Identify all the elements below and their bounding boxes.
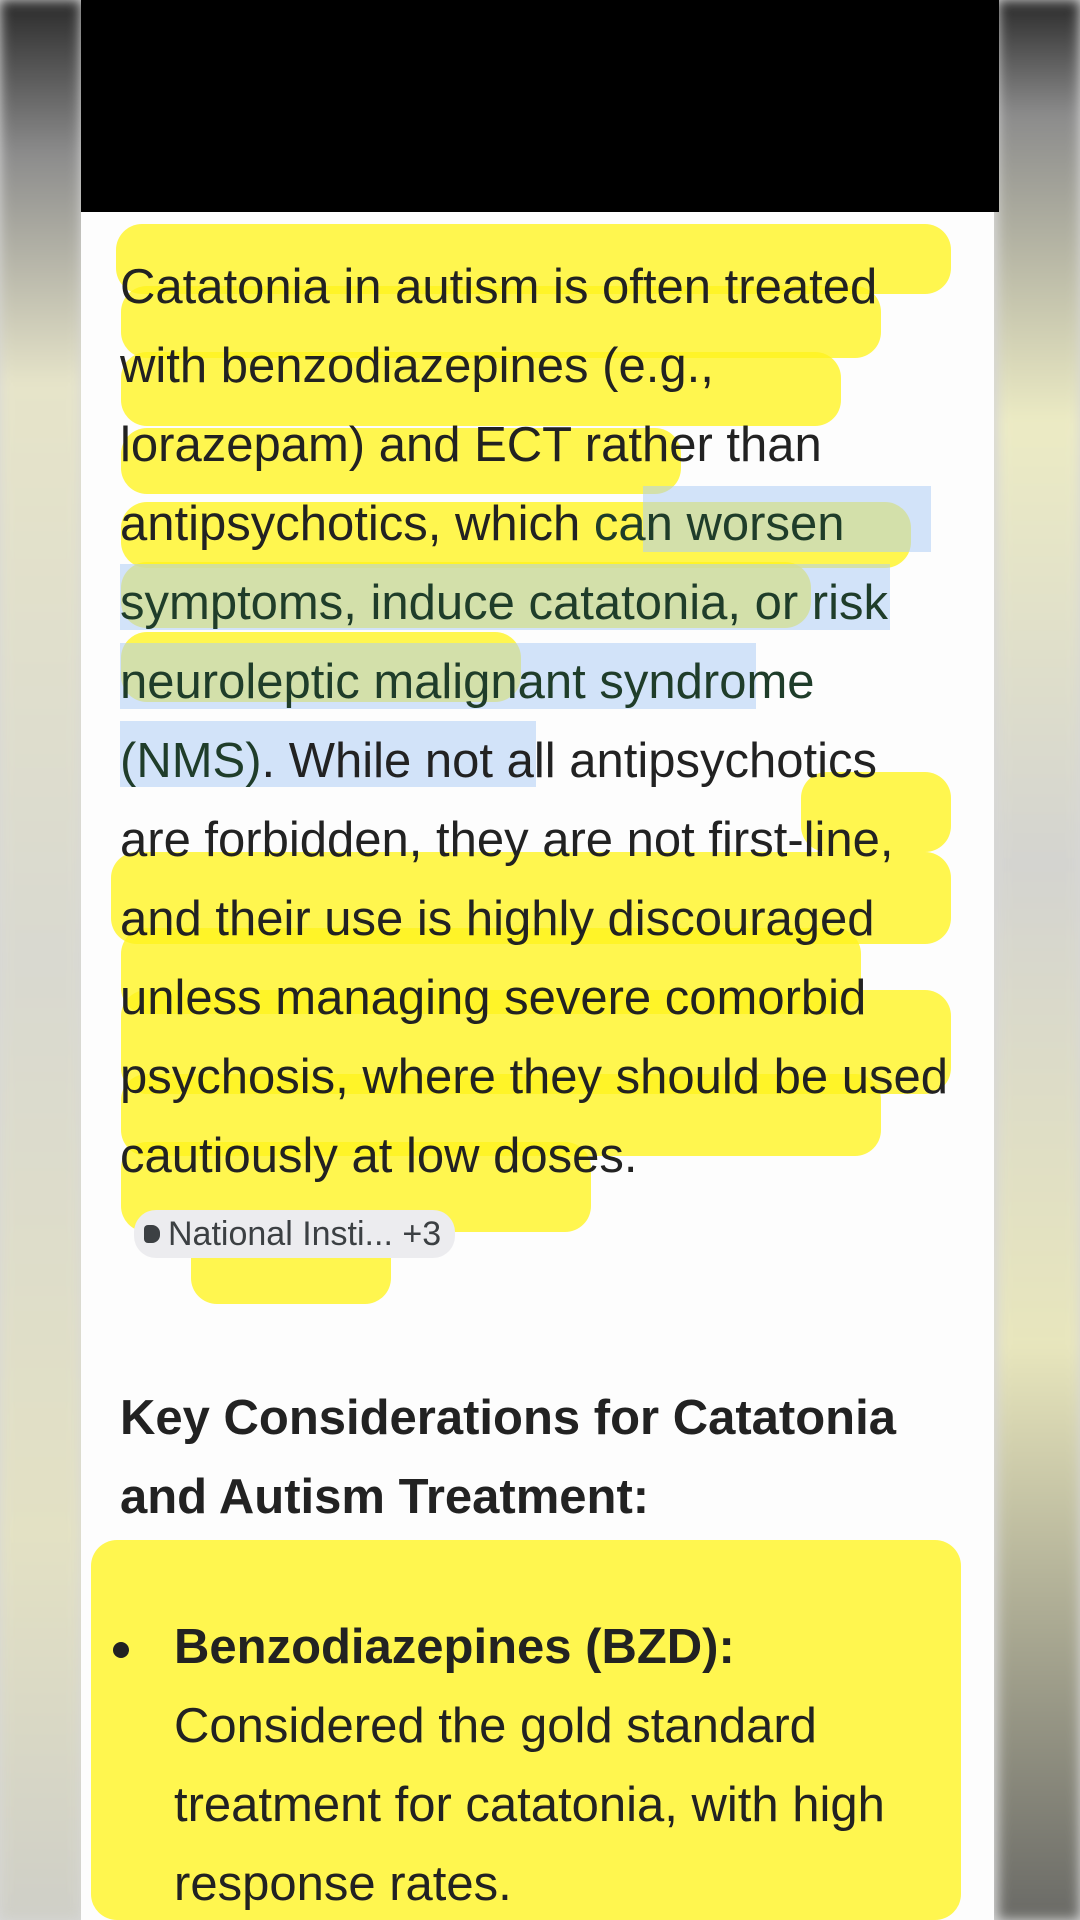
- bullet-content: [174, 1608, 954, 1920]
- source-chip-label: National Insti...: [168, 1215, 393, 1254]
- bullet-text: Considered the gold standard treatment for catatonia, with high response rates.: [174, 1699, 885, 1911]
- section-heading: Key Considerations for Catatonia and Autism Treatment:: [120, 1391, 896, 1524]
- paragraph-text: Catatonia in autism is often treated with benzodiazepines (e.g., lorazepam) and ECT rather than antipsychotics, which: [120, 260, 878, 551]
- blurred-background-right: [998, 0, 1080, 1920]
- blurred-background-left: [0, 0, 81, 1920]
- source-chip-count: +3: [402, 1215, 442, 1254]
- selected-text[interactable]: can worsen symptoms, induce catatonia, or risk neuroleptic malignant syndrome (NMS): [120, 497, 888, 788]
- source-link-icon: [144, 1225, 160, 1243]
- phone-screen: [81, 212, 994, 1920]
- bullet-icon: [113, 1642, 129, 1658]
- ai-overview-paragraph: [120, 248, 950, 1275]
- top-black-bar: [81, 0, 999, 212]
- source-chip[interactable]: [134, 1210, 455, 1258]
- bullet-title: Benzodiazepines (BZD):: [174, 1620, 735, 1674]
- paragraph-text-continued: . While not all antipsychotics are forbidden, they are not first-line, and their use is highly discouraged unless managing severe comorbid psychosis, where they should be used cautiously at low doses.: [120, 734, 949, 1183]
